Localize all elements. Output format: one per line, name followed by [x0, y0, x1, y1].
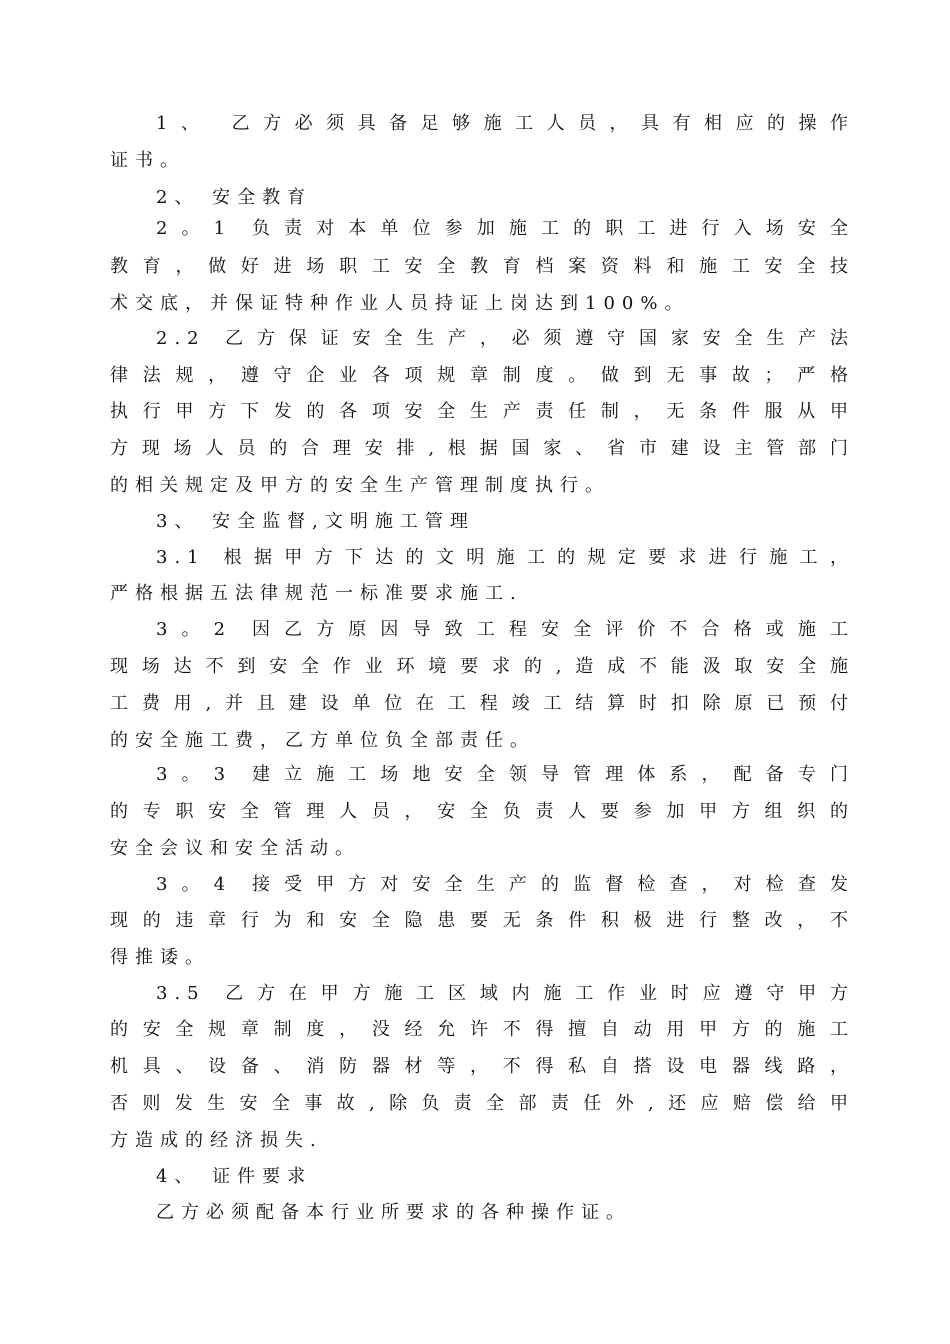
- text-line: 3.5 乙方在甲方施工区域内施工作业时应遵守甲方: [156, 983, 855, 1004]
- text-line: 的安全施工费，乙方单位负全部责任。: [110, 730, 535, 751]
- text-line: 证书。: [110, 150, 185, 171]
- text-line: 现的违章行为和安全隐患要无条件积极进行整改，不: [110, 910, 855, 931]
- text-line: 方造成的经济损失.: [110, 1130, 323, 1151]
- text-line: 否则发生安全事故,除负责全部责任外,还应赔偿给甲: [110, 1093, 855, 1114]
- text-line: 安全会议和安全活动。: [110, 838, 360, 859]
- text-line: 的安全规章制度，没经允许不得擅自动用甲方的施工: [110, 1019, 855, 1040]
- text-line: 1、 乙方必须具备足够施工人员，具有相应的操作: [156, 113, 855, 134]
- text-line: 3。4 接受甲方对安全生产的监督检查，对检查发: [156, 874, 855, 895]
- text-line: 3。3 建立施工场地安全领导管理体系，配备专门: [156, 764, 855, 785]
- section-heading: 4、 证件要求: [156, 1166, 313, 1187]
- section-heading: 2、 安全教育: [156, 187, 313, 208]
- text-line: 执行甲方下发的各项安全生产责任制，无条件服从甲: [110, 401, 855, 422]
- text-line: 术交底，并保证特种作业人员持证上岗达到100%。: [110, 293, 690, 314]
- text-line: 律法规，遵守企业各项规章制度。做到无事故；严格: [110, 365, 855, 386]
- text-line: 方现场人员的合理安排,根据国家、省市建设主管部门: [110, 438, 855, 459]
- text-line: 乙方必须配备本行业所要求的各种操作证。: [156, 1202, 631, 1223]
- text-line: 3.1 根据甲方下达的文明施工的规定要求进行施工，: [156, 547, 855, 568]
- text-line: 教育，做好进场职工安全教育档案资料和施工安全技: [110, 256, 855, 277]
- text-line: 机具、设备、消防器材等，不得私自搭设电器线路，: [110, 1056, 855, 1077]
- text-line: 的专职安全管理人员，安全负责人要参加甲方组织的: [110, 801, 855, 822]
- text-line: 2。1 负责对本单位参加施工的职工进行入场安全: [156, 218, 855, 239]
- text-line: 3。2 因乙方原因导致工程安全评价不合格或施工: [156, 619, 855, 640]
- text-line: 工费用,并且建设单位在工程竣工结算时扣除原已预付: [110, 693, 855, 714]
- text-line: 严格根据五法律规范一标准要求施工.: [110, 583, 523, 604]
- section-heading: 3、 安全监督,文明施工管理: [156, 511, 475, 532]
- text-line: 2.2 乙方保证安全生产，必须遵守国家安全生产法: [156, 328, 855, 349]
- text-line: 得推诿。: [110, 947, 210, 968]
- text-line: 的相关规定及甲方的安全生产管理制度执行。: [110, 475, 610, 496]
- text-line: 现场达不到安全作业环境要求的,造成不能汲取安全施: [110, 656, 855, 677]
